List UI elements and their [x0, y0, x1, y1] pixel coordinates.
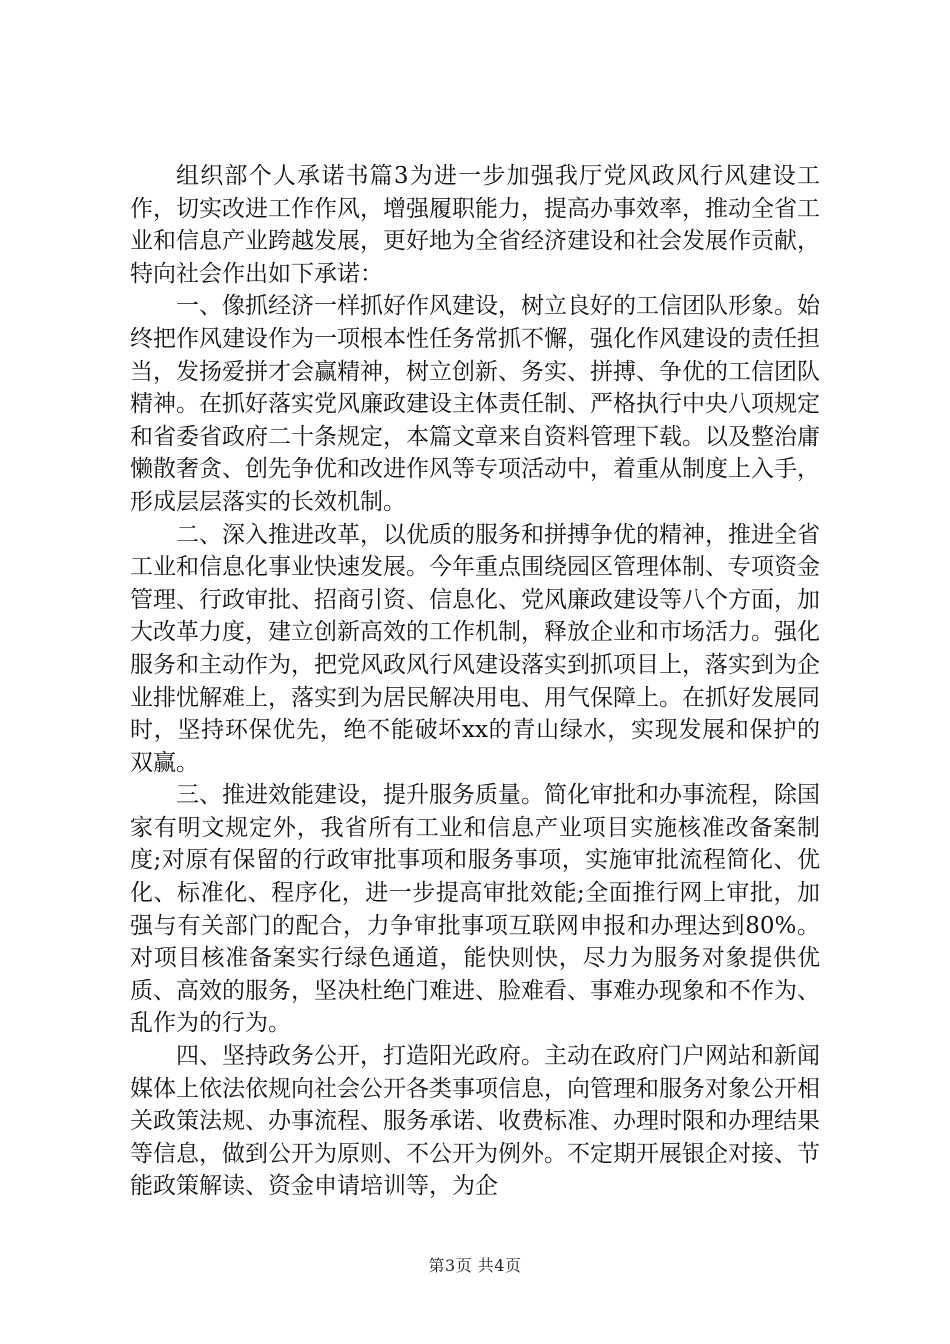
page-footer: 第3页 共4页 — [428, 1256, 522, 1275]
paragraph-commitment-1: 一、像抓经济一样抓好作风建设，树立良好的工信团队形象。始终把作风建设作为一项根本性任务常抓不懈，强化作风建设的责任担当，发扬爱拼才会赢精神，树立创新、务实、拼搏、争优的工信团队精神。在抓好落实党风廉政建设主体责任制、严格执行中央八项规定和省委省政府二十条规定，本篇文章来自资料管理下载。以及整治庸懒散奢贪、创先争优和改进作风等专项活动中，着重从制度上入手，形成层层落实的长效机制。 — [130, 293, 820, 515]
paragraph-commitment-3: 三、推进效能建设，提升服务质量。简化审批和办事流程，除国家有明文规定外，我省所有工业和信息产业项目实施核准改备案制度;对原有保留的行政审批事项和服务事项，实施审批流程简化、优化、标准化、程序化，进一步提高审批效能;全面推行网上审批，加强与有关部门的配合，力争审批事项互联网申报和办理达到80%。对项目核准备案实行绿色通道，能快则快，尽力为服务对象提供优质、高效的服务，坚决杜绝门难进、脸难看、事难办现象和不作为、乱作为的行为。 — [130, 782, 820, 1037]
paragraph-intro: 组织部个人承诺书篇3为进一步加强我厅党风政风行风建设工作，切实改进工作作风，增强履职能力，提高办事效率，推动全省工业和信息产业跨越发展，更好地为全省经济建设和社会发展作贡献，特向社会作出如下承诺： — [130, 163, 820, 287]
paragraph-commitment-4: 四、坚持政务公开，打造阳光政府。主动在政府门户网站和新闻媒体上依法依规向社会公开各类事项信息，向管理和服务对象公开相关政策法规、办事流程、服务承诺、收费标准、办理时限和办理结果等信息，做到公开为原则、不公开为例外。不定期开展银企对接、节能政策解读、资金申请培训等，为企 — [130, 1043, 820, 1200]
paragraph-commitment-2: 二、深入推进改革，以优质的服务和拼搏争优的精神，推进全省工业和信息化事业快速发展。今年重点围绕园区管理体制、专项资金管理、行政审批、招商引资、信息化、党风廉政建设等八个方面，加大改革力度，建立创新高效的工作机制，释放企业和市场活力。强化服务和主动作为，把党风政风行风建设落实到抓项目上，落实到为企业排忧解难上，落实到为居民解决用电、用气保障上。在抓好发展同时，坚持环保优先，绝不能破坏xx的青山绿水，实现发展和保护的双赢。 — [130, 521, 820, 776]
document-body — [130, 160, 820, 1203]
